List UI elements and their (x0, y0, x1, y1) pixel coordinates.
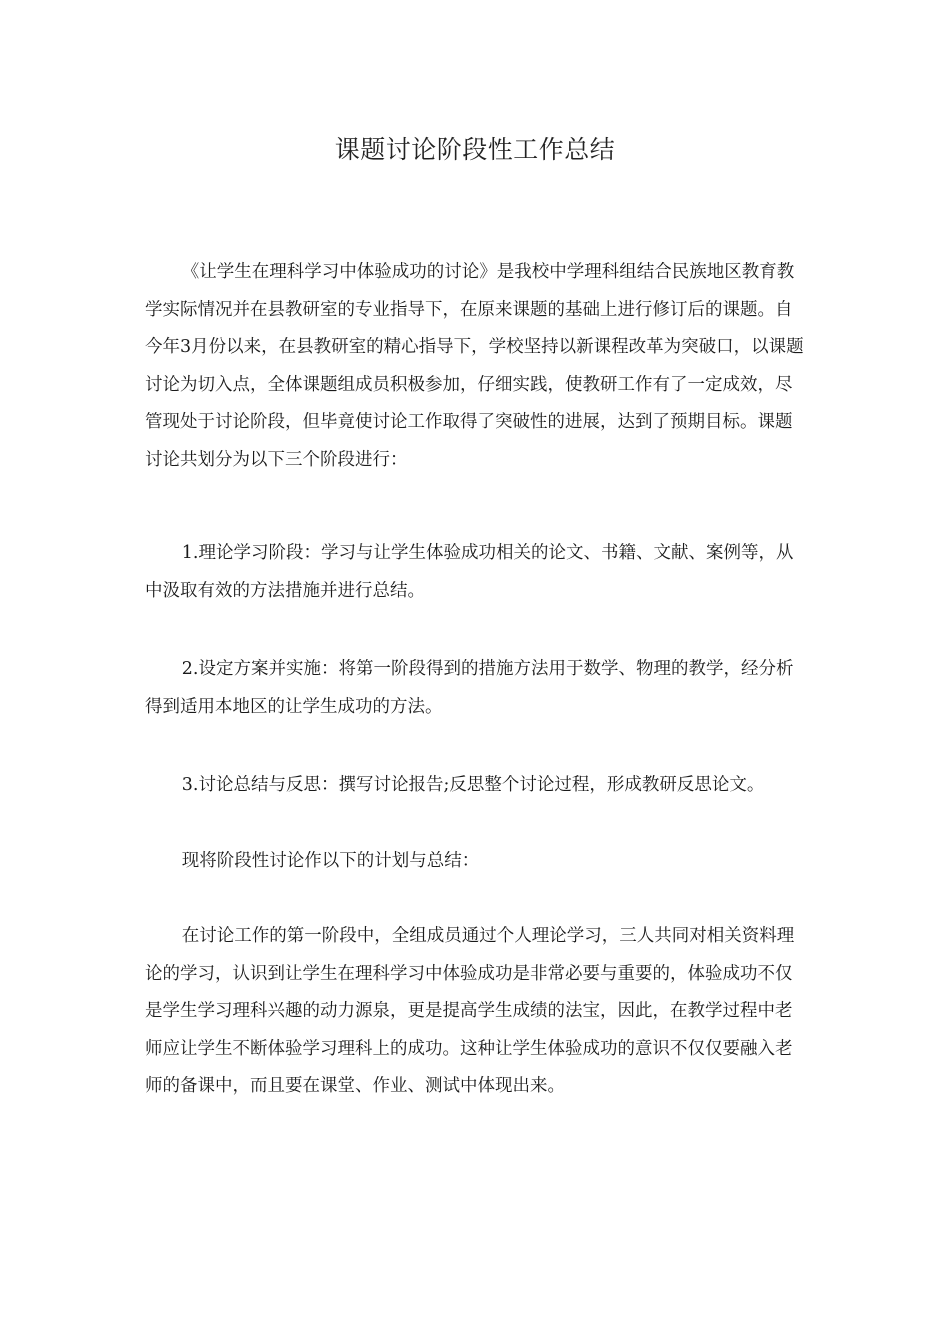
paragraph-first-stage-summary: 在讨论工作的第一阶段中，全组成员通过个人理论学习，三人共同对相关资料理论的学习，认识到让学生在理科学习中体验成功是非常必要与重要的，体验成功不仅是学生学习理科兴趣的动力源泉，更是提高学生成绩的法宝，因此，在教学过程中老师应让学生不断体验学习理科上的成功。这种让学生体验成功的意识不仅仅要融入老师的备课中，而且要在课堂、作业、测试中体现出来。 (145, 926, 795, 1096)
paragraph-summary-lead: 现将阶段性讨论作以下的计划与总结： (181, 851, 480, 871)
document-title: 课题讨论阶段性工作总结 (334, 135, 616, 164)
paragraph-stage-1: 1.理论学习阶段：学习与让学生体验成功相关的论文、书籍、文献、案例等，从中汲取有效的方法措施并进行总结。 (145, 543, 794, 601)
paragraph-intro: 《让学生在理科学习中体验成功的讨论》是我校中学理科组结合民族地区教育教学实际情况并在县教研室的专业指导下，在原来课题的基础上进行修订后的课题。自今年3月份以来，在县教研室的精心指导下，学校坚持以新课程改革为突破口，以课题讨论为切入点，全体课题组成员积极参加，仔细实践，使教研工作有了一定成效，尽管现处于讨论阶段，但毕竟使讨论工作取得了突破性的进展，达到了预期目标。课题讨论共划分为以下三个阶段进行： (145, 262, 804, 470)
paragraph-stage-3: 3.讨论总结与反思：撰写讨论报告;反思整个讨论过程，形成教研反思论文。 (181, 775, 765, 795)
paragraph-stage-2: 2.设定方案并实施：将第一阶段得到的措施方法用于数学、物理的教学，经分析得到适用本地区的让学生成功的方法。 (145, 659, 794, 717)
